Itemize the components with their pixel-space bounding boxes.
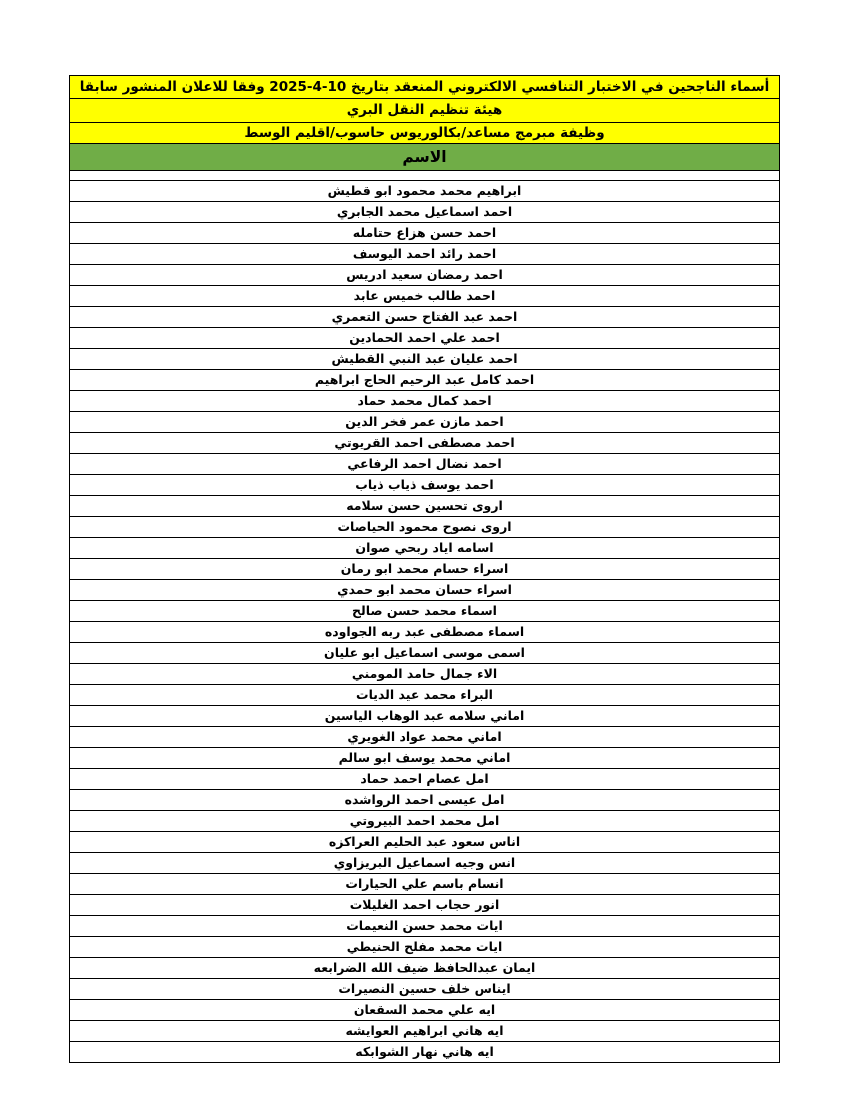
table-row — [70, 286, 780, 307]
table-row — [70, 811, 780, 832]
table-row — [70, 454, 780, 475]
name-cell: انور حجاب احمد الغليلات — [70, 895, 780, 916]
position-title: وظيفة مبرمج مساعد/بكالوريوس حاسوب/اقليم الوسط — [70, 123, 780, 144]
table-row — [70, 874, 780, 895]
name-cell: احمد علي احمد الحمادين — [70, 328, 780, 349]
table-row — [70, 685, 780, 706]
name-cell: اسمى موسى اسماعيل ابو عليان — [70, 643, 780, 664]
name-cell: ايمان عبدالحافظ ضيف الله الضرابعه — [70, 958, 780, 979]
table-row — [70, 1021, 780, 1042]
table-row — [70, 937, 780, 958]
name-cell: اروى نصوح محمود الحياصات — [70, 517, 780, 538]
spacer-cell — [70, 171, 780, 181]
table-row — [70, 769, 780, 790]
name-cell: احمد كامل عبد الرحيم الحاج ابراهيم — [70, 370, 780, 391]
organization-name: هيئة تنظيم النقل البري — [70, 99, 780, 123]
name-cell: احمد عبد الفتاح حسن التعمري — [70, 307, 780, 328]
name-cell: ايناس خلف حسين النصيرات — [70, 979, 780, 1000]
name-cell: ايه علي محمد السقعان — [70, 1000, 780, 1021]
table-row — [70, 517, 780, 538]
name-cell: احمد حسن هزاع حتامله — [70, 223, 780, 244]
table-row — [70, 244, 780, 265]
name-cell: اماني محمد يوسف ابو سالم — [70, 748, 780, 769]
name-cell: الاء جمال حامد المومني — [70, 664, 780, 685]
name-cell: احمد مصطفى احمد القريوتي — [70, 433, 780, 454]
position-row — [70, 123, 780, 144]
name-cell: امل عيسى احمد الرواشده — [70, 790, 780, 811]
table-row — [70, 958, 780, 979]
column-header-row — [70, 144, 780, 171]
announcement-title: أسماء الناجحين في الاختبار التنافسي الالكتروني المنعقد بتاريخ 10-4-2025 وفقا للاعلان المنشور سابقا — [70, 76, 780, 99]
name-cell: اروى تحسين حسن سلامه — [70, 496, 780, 517]
name-cell: اسراء حسام محمد ابو رمان — [70, 559, 780, 580]
results-table — [69, 75, 780, 1063]
name-cell: احمد نضال احمد الرفاعي — [70, 454, 780, 475]
table-row — [70, 412, 780, 433]
table-row — [70, 391, 780, 412]
name-cell: ابراهيم محمد محمود ابو قطيش — [70, 181, 780, 202]
spacer-row — [70, 171, 780, 181]
table-row — [70, 580, 780, 601]
table-row — [70, 601, 780, 622]
name-cell: انس وجيه اسماعيل البريزاوي — [70, 853, 780, 874]
table-row — [70, 328, 780, 349]
name-cell: احمد اسماعيل محمد الجابري — [70, 202, 780, 223]
table-row — [70, 622, 780, 643]
table-row — [70, 307, 780, 328]
table-row — [70, 916, 780, 937]
name-cell: اماني محمد عواد الغويري — [70, 727, 780, 748]
name-cell: احمد مازن عمر فخر الدين — [70, 412, 780, 433]
table-row — [70, 643, 780, 664]
name-cell: اسراء حسان محمد ابو حمدي — [70, 580, 780, 601]
name-cell: البراء محمد عيد الديات — [70, 685, 780, 706]
name-cell: اسماء مصطفى عبد ربه الجواوده — [70, 622, 780, 643]
table-row — [70, 895, 780, 916]
table-row — [70, 1000, 780, 1021]
table-row — [70, 1042, 780, 1063]
table-row — [70, 349, 780, 370]
organization-row — [70, 99, 780, 123]
name-cell: احمد طالب خميس عابد — [70, 286, 780, 307]
table-row — [70, 790, 780, 811]
table-row — [70, 223, 780, 244]
table-row — [70, 853, 780, 874]
table-row — [70, 433, 780, 454]
name-cell: ايه هاني نهار الشوابكه — [70, 1042, 780, 1063]
name-cell: احمد عليان عبد النبي القطيش — [70, 349, 780, 370]
table-row — [70, 832, 780, 853]
name-cell: امل محمد احمد البيروتي — [70, 811, 780, 832]
table-row — [70, 370, 780, 391]
name-cell: اناس سعود عبد الحليم العراكزه — [70, 832, 780, 853]
table-row — [70, 706, 780, 727]
table-row — [70, 475, 780, 496]
name-cell: ايات محمد مفلح الحنيطي — [70, 937, 780, 958]
name-cell: ايه هاني ابراهيم العوايشه — [70, 1021, 780, 1042]
table-row — [70, 202, 780, 223]
table-row — [70, 559, 780, 580]
table-row — [70, 538, 780, 559]
name-cell: انسام باسم علي الحيارات — [70, 874, 780, 895]
name-column-header: الاسم — [70, 144, 780, 171]
table-row — [70, 181, 780, 202]
table-row — [70, 496, 780, 517]
name-cell: ايات محمد حسن النعيمات — [70, 916, 780, 937]
name-cell: اماني سلامه عبد الوهاب الياسين — [70, 706, 780, 727]
table-row — [70, 727, 780, 748]
name-cell: احمد رمضان سعيد ادريس — [70, 265, 780, 286]
name-cell: احمد رائد احمد اليوسف — [70, 244, 780, 265]
name-cell: احمد كمال محمد حماد — [70, 391, 780, 412]
name-cell: احمد يوسف ذياب ذياب — [70, 475, 780, 496]
name-cell: اسامه اياد ربحي صوان — [70, 538, 780, 559]
table-row — [70, 664, 780, 685]
name-cell: اسماء محمد حسن صالح — [70, 601, 780, 622]
table-row — [70, 979, 780, 1000]
table-row — [70, 265, 780, 286]
title-row — [70, 76, 780, 99]
name-cell: امل عصام احمد حماد — [70, 769, 780, 790]
table-row — [70, 748, 780, 769]
